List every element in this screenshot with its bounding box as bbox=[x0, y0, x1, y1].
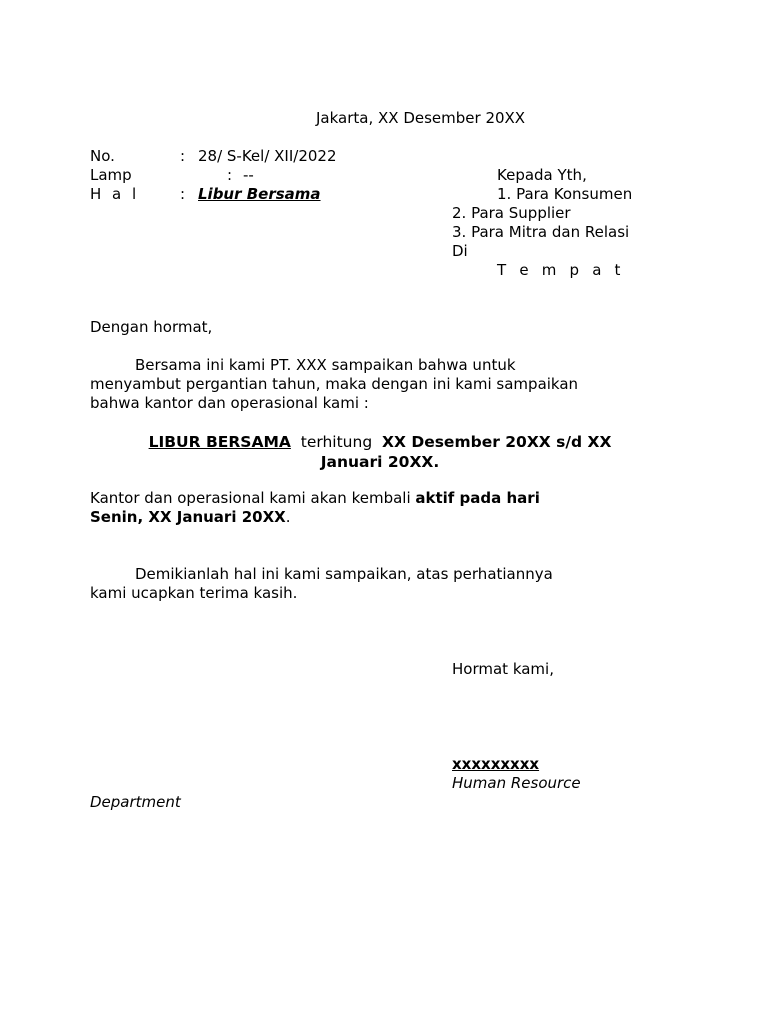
closing-salutation: Hormat kami, bbox=[452, 660, 554, 678]
lamp-label: Lamp bbox=[90, 166, 132, 184]
recipient-di: Di bbox=[452, 242, 468, 260]
notice-range: XX Desember 20XX s/d XX bbox=[382, 433, 612, 451]
paragraph-line: Bersama ini kami PT. XXX sampaikan bahwa untuk bbox=[135, 356, 516, 374]
notice-line-2: Januari 20XX. bbox=[320, 453, 440, 471]
paragraph-line: menyambut pergantian tahun, maka dengan ini kami sampaikan bbox=[90, 375, 579, 393]
recipient-item: 2. Para Supplier bbox=[452, 204, 571, 222]
paragraph-line bbox=[90, 508, 290, 527]
paragraph-line bbox=[90, 489, 540, 508]
paragraph-line: Demikianlah hal ini kami sampaikan, atas perhatiannya bbox=[135, 565, 553, 583]
signer-title-continued: Department bbox=[90, 793, 181, 811]
no-value: 28/ S-Kel/ XII/2022 bbox=[198, 147, 337, 165]
return-text: Kantor dan operasional kami akan kembali bbox=[90, 489, 416, 507]
notice-label: LIBUR BERSAMA bbox=[148, 433, 291, 451]
paragraph-line: bahwa kantor dan operasional kami : bbox=[90, 394, 369, 412]
recipient-item: 3. Para Mitra dan Relasi bbox=[452, 223, 630, 241]
signer-title: Human Resource bbox=[452, 774, 581, 792]
lamp-separator: : bbox=[227, 166, 233, 184]
no-separator: : bbox=[180, 147, 186, 165]
return-period: . bbox=[285, 508, 291, 526]
lamp-value: -- bbox=[243, 166, 254, 184]
paragraph-line: kami ucapkan terima kasih. bbox=[90, 584, 298, 602]
recipient-greeting: Kepada Yth, bbox=[497, 166, 587, 184]
place-date: Jakarta, XX Desember 20XX bbox=[316, 109, 526, 127]
hal-separator: : bbox=[180, 185, 186, 203]
notice-mid: terhitung bbox=[300, 433, 373, 451]
return-bold: aktif pada hari bbox=[415, 489, 540, 507]
greeting: Dengan hormat, bbox=[90, 318, 213, 336]
recipient-place: T e m p a t bbox=[497, 261, 625, 279]
no-label: No. bbox=[90, 147, 115, 165]
return-date: Senin, XX Januari 20XX bbox=[90, 508, 286, 526]
hal-label: H a l bbox=[90, 185, 140, 203]
notice-line-1 bbox=[90, 432, 670, 452]
signer-name: xxxxxxxxx bbox=[452, 755, 540, 773]
hal-value: Libur Bersama bbox=[198, 185, 321, 203]
recipient-item: 1. Para Konsumen bbox=[497, 185, 633, 203]
